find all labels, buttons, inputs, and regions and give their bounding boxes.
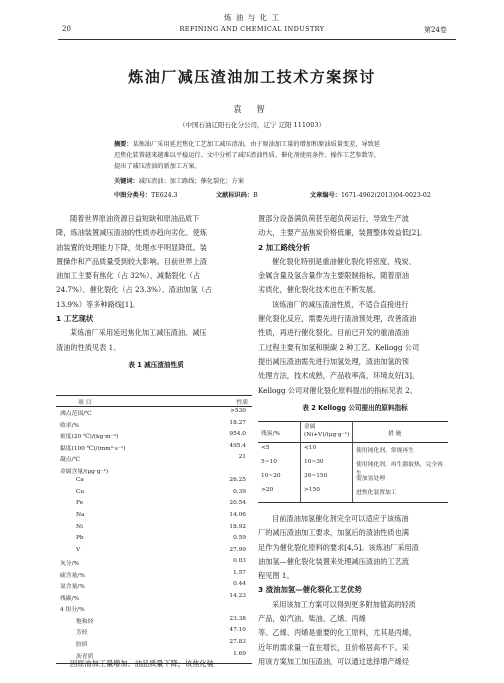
table1-caption: 表 1 减压渣油性质: [128, 360, 184, 369]
table1-row: [56, 420, 252, 429]
table1-property: 密度(20 ℃)/(kg·m⁻³): [60, 434, 119, 441]
body-line: 金属含量及氢含量作为主要限制指标，随着原油: [258, 271, 409, 281]
table1-property: 4 组分/%: [60, 607, 85, 614]
table2-header-residue: 残炭/%: [261, 431, 281, 437]
body-line: 程见图 1。: [258, 571, 294, 581]
table1-row: [56, 524, 252, 533]
table1-property: 收率/%: [60, 422, 80, 429]
table1-value: 0.03: [233, 558, 246, 565]
table2-residue-cell: >20: [261, 487, 274, 493]
table1-property: Cu: [76, 488, 85, 495]
table2-measure-cell: 进焦化装置加工: [356, 490, 397, 496]
table1-row: [56, 454, 252, 463]
left-column: [56, 212, 256, 372]
table1-value: 18.92: [229, 523, 246, 530]
body-line: 用该方案加工加压渣油，可以通过选择增产烯烃: [258, 656, 409, 666]
table1-header-row: [56, 397, 252, 406]
body-line: 足作为催化裂化原料的要求[4,5]。该炼油厂采用渣: [258, 542, 419, 552]
table1-row: [56, 627, 252, 636]
table1-row: [56, 547, 252, 556]
table1-header-rule: [56, 406, 252, 407]
abstract-line-2: 迟焦化装置越来越难以平稳运行。文中分析了减压渣油性质、催化剂使用条件、操作工艺参数等，: [114, 152, 381, 159]
body-line: 劣质化，催化裂化技术也在不断发展。: [258, 285, 381, 295]
body-line: 置部分设备满负荷甚至超负荷运行，导致生产波: [258, 214, 409, 223]
table1-header-value: 性质: [236, 400, 248, 406]
table1-property: Ni: [76, 523, 83, 530]
table1-property: 沥青质: [76, 653, 94, 660]
body-line: 因原油加工量增加、油品质量下降，该焦化装: [70, 659, 214, 668]
section-heading-2: 2 加工路线分析: [258, 242, 311, 252]
abstract-line-1: 摘要：某炼油厂采用延迟焦化工艺加工减压渣油，由于原油加工量的增加和原油质量变差，导致延: [114, 141, 381, 148]
table1-header-item: 项 目: [78, 400, 92, 406]
author-name: 袁 智: [233, 105, 271, 115]
body-line: 目前渣油加氢催化剂完全可以适应于该炼油: [272, 514, 409, 523]
body-line: 某炼油厂采用延迟焦化加工减压渣油。减压: [70, 328, 207, 338]
table1-row: [56, 500, 252, 509]
table2-measure-cell: 使用钝化剂，再生器取热，完全再生: [356, 462, 443, 477]
table2-residue-cell: 10~20: [261, 473, 281, 479]
table1-property: 氮含量/%: [60, 584, 85, 591]
body-line: 该炼油厂的减压渣油性质，不适合直接进行: [272, 299, 409, 309]
table2-metals-cell: 30~150: [304, 473, 328, 479]
table1-row: [56, 570, 252, 579]
table1-value: 21: [238, 454, 246, 461]
table1-value: 954.0: [229, 431, 246, 438]
body-line: Kellogg 公司对催化裂化原料提出的指标见表 2。: [258, 385, 417, 395]
table1-value: 1.57: [233, 569, 246, 576]
table1-value: 47.10: [229, 627, 246, 634]
right-column: [258, 212, 452, 415]
table1-value: 18.27: [229, 419, 246, 426]
clc-number: 中图分类号：TE624.3: [114, 192, 178, 199]
section-heading-1: 1 工艺现状: [56, 314, 94, 324]
table2-top-rule: [258, 421, 448, 422]
table1-property: 残碳/%: [60, 595, 80, 602]
intro-line: 24.7%）、催化裂化（占 23.3%）、渣油加氢（占: [56, 285, 212, 295]
table1-value: 23.38: [229, 615, 246, 622]
body-line: 等。乙烯、丙烯是重要的化工原料，尤其是丙烯，: [258, 628, 417, 638]
table1-row: [56, 443, 252, 452]
table1-property: 胶质: [76, 642, 88, 648]
body-line: 渣油的性质见表 1。: [56, 342, 121, 352]
table1-value: 0.39: [233, 488, 246, 495]
table2-header-metals: 金属(Ni+V)/(μg·g⁻¹): [304, 424, 350, 438]
table1-row: [56, 477, 252, 486]
table1-row: [56, 512, 252, 521]
body-line: 厂的减压渣油加工要求，加氢后的渣油性质也满: [258, 528, 409, 538]
table1-row: [56, 431, 252, 440]
volume-number: 第24卷: [424, 26, 447, 34]
table1-row: [56, 604, 252, 613]
body-line: 产品，如汽油、柴油、乙烯、丙烯: [258, 614, 366, 624]
table1-value: 14.06: [229, 511, 246, 518]
body-line: 催化裂化特别是重油催化裂化将密度、残炭、: [272, 256, 416, 266]
running-header: [0, 6, 504, 44]
table1-property: 金属含量/(μg·g⁻¹): [60, 468, 109, 475]
journal-name-en: REFINING AND CHEMICAL INDUSTRY: [179, 25, 325, 33]
body-line: 工过程主要有加氢和脱碳 2 种工艺。Kellogg 公司: [258, 342, 420, 352]
table2-residue-cell: <5: [261, 445, 270, 451]
intro-line: 降，炼油装置减压渣油的性质亦趋向劣化。使炼: [56, 228, 207, 238]
table2-measure-cell: 使用钝化剂，常规再生: [356, 448, 414, 454]
table1-property: 灰分/%: [60, 561, 80, 568]
table1-row: [56, 466, 252, 475]
keywords: 减压渣油；加工路线；催化裂化；方案: [138, 178, 244, 185]
body-line: 处理方法，技术成熟，产品收率高，环境友好[3]。: [258, 371, 420, 381]
keywords-line: [114, 176, 409, 187]
table1-row: [56, 639, 252, 648]
body-line: 催化裂化反应，需要先进行渣油预处理，改善渣油: [258, 314, 417, 324]
table2-metals-cell: >150: [304, 487, 320, 493]
intro-line: 随着世界原油资源日益短缺和原油品质下: [70, 214, 200, 223]
author-affiliation: （中国石油辽阳石化分公司，辽宁 辽阳 111003）: [179, 121, 325, 129]
section-heading-3: 3 渣油加氢—催化裂化工艺优势: [258, 585, 362, 595]
table1-value: 14.23: [229, 592, 246, 599]
intro-line: 13.9%）等多种路线[1]。: [56, 299, 140, 309]
table2-metals-cell: 10~30: [304, 459, 324, 465]
body-line: 采用该加工方案可以得到更多附加值高的轻质: [272, 599, 416, 609]
table1-property: Fe: [76, 500, 84, 507]
table1-property: 黏度(100 ℃)/(mm²·s⁻¹): [60, 445, 126, 452]
table1-property: Pb: [76, 535, 84, 542]
body-line: 性质，再进行催化裂化。目前已开发的重油渣油: [258, 328, 409, 338]
table2-col-divider: [352, 421, 353, 502]
table2-metals-cell: <10: [304, 445, 317, 451]
table2-caption: 表 2 Kellogg 公司提出的原料指标: [302, 403, 408, 412]
table2-bottom-rule: [258, 502, 448, 503]
table2-header-rule: [258, 442, 448, 443]
table1-value: 27.99: [229, 546, 246, 553]
table1-property: Ca: [76, 477, 84, 484]
body-line: 提出减压渣油需先进行加氢处理，渣油加氢的预: [258, 356, 409, 366]
table2-measure-cell: 需加氢处理: [356, 476, 385, 482]
body-line: 动大，主要产品焦炭价格低廉，装置整体效益低[2]。: [258, 228, 427, 238]
header-rule: [58, 39, 456, 40]
table1-value: 27.83: [229, 639, 246, 645]
table1-value: >530: [230, 408, 246, 414]
table2-col-divider: [300, 421, 301, 502]
left-column-end: [56, 657, 256, 671]
body-line: 近年的需求量一直在增长，且价格居高不下。采: [258, 642, 409, 652]
table1-top-rule: [56, 395, 252, 396]
table1-value: 1.69: [233, 650, 246, 657]
table1-property: 芳烃: [76, 630, 88, 637]
table1-row: [56, 593, 252, 602]
table1-property: 硫含量/%: [60, 572, 85, 579]
table1-value: 20.54: [229, 500, 246, 507]
keywords-label: 关键词：: [114, 178, 139, 185]
intro-line: 油加工主要有焦化（占 32%）、减黏裂化（占: [56, 271, 201, 281]
abstract-line-3: 提出了减压渣油的新加工方案。: [114, 163, 201, 170]
table2-header-measures: 措 施: [388, 431, 402, 437]
article-title: 炼油厂减压渣油加工技术方案探讨: [128, 68, 376, 86]
table1-row: [56, 408, 252, 417]
table1-row: [56, 581, 252, 590]
abstract-label: 摘要：: [114, 141, 133, 148]
table1-value: 0.44: [233, 581, 246, 588]
right-column-lower: [258, 512, 452, 669]
intro-line: 油装置的处理能力下降，处理水平明显降低。装: [56, 242, 207, 252]
page-number: 20: [62, 25, 71, 33]
table1-value: 26.25: [229, 477, 246, 484]
table1-row: [56, 616, 252, 625]
table2-residue-cell: 5~10: [261, 459, 277, 465]
table1-property: 凝点/℃: [60, 457, 81, 464]
document-code: 文献标识码：B: [216, 192, 258, 199]
table1-row: [56, 558, 252, 567]
table1-property: 沸点范围/℃: [60, 411, 92, 417]
journal-name-cn: 炼 油 与 化 工: [223, 13, 281, 22]
table1-row: [56, 489, 252, 498]
table1-property: Na: [76, 511, 85, 518]
table1-row: [56, 535, 252, 544]
article-number: 文章编号：1671-4962(2013)04-0023-02: [310, 192, 431, 199]
table1-value: 0.59: [233, 535, 246, 542]
table1-property: 饱和烃: [76, 618, 94, 625]
intro-line: 置操作和产品质量受到较大影响。目前世界上渣: [56, 256, 207, 266]
table1-property: V: [76, 546, 81, 553]
body-line: 油加氢—催化裂化装置来处理减压渣油的工艺流: [258, 556, 409, 566]
table1-value: 495.4: [229, 442, 246, 449]
